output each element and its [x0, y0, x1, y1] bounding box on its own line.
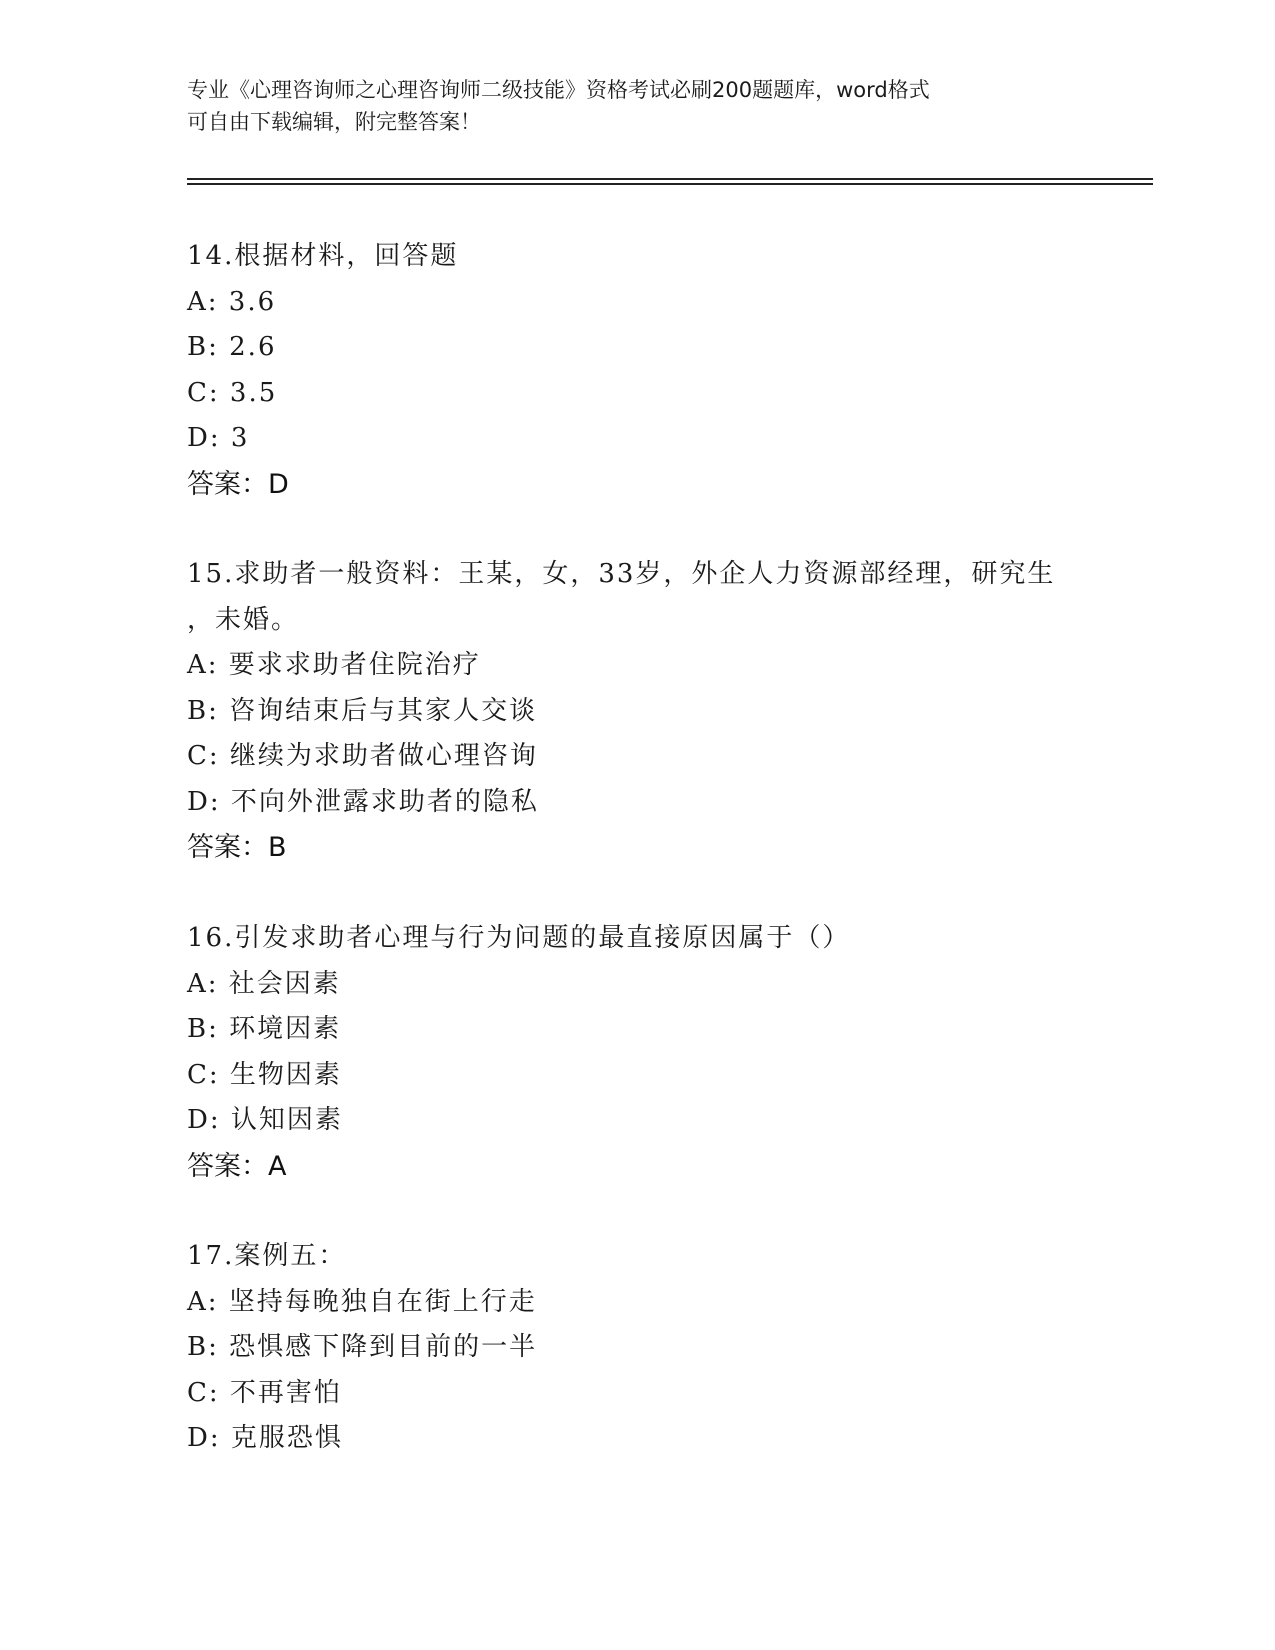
option-d: D: 3 — [187, 423, 250, 453]
option-c: C: 3.5 — [187, 377, 278, 408]
answer: 答案：A — [187, 1150, 287, 1182]
option-a: A: 坚持每晚独自在街上行走 — [187, 1286, 537, 1317]
header-divider-bottom — [187, 183, 1153, 185]
document-header — [187, 74, 1067, 138]
option-b: B: 环境因素 — [187, 1014, 342, 1044]
question-17 — [187, 1234, 1087, 1462]
question-15 — [187, 552, 1087, 871]
question-16 — [187, 916, 1087, 1189]
question-stem: 14.根据材料，回答题 — [187, 241, 459, 271]
option-a: A: 要求求助者住院治疗 — [187, 650, 481, 680]
option-b: B: 恐惧感下降到目前的一半 — [187, 1332, 538, 1362]
option-c: C: 生物因素 — [187, 1059, 342, 1090]
option-c: C: 继续为求助者做心理咨询 — [187, 741, 538, 771]
question-stem: 17.案例五： — [187, 1241, 347, 1271]
answer: 答案：B — [187, 832, 287, 863]
option-b: B: 2.6 — [187, 332, 277, 362]
question-stem-continued: ，未婚。 — [187, 604, 300, 635]
option-a: A: 3.6 — [187, 286, 277, 317]
option-c: C: 不再害怕 — [187, 1377, 342, 1408]
option-d: D: 不向外泄露求助者的隐私 — [187, 786, 539, 817]
option-d: D: 克服恐惧 — [187, 1423, 343, 1453]
header-divider-top — [187, 178, 1153, 180]
question-14 — [187, 234, 1087, 507]
question-stem: 15.求助者一般资料：王某，女，33岁，外企人力资源部经理，研究生 — [187, 559, 1056, 589]
option-a: A: 社会因素 — [187, 968, 341, 999]
answer: 答案：D — [187, 468, 289, 500]
option-d: D: 认知因素 — [187, 1105, 343, 1135]
option-b: B: 咨询结束后与其家人交谈 — [187, 695, 538, 726]
question-stem: 16.引发求助者心理与行为问题的最直接原因属于（） — [187, 923, 851, 953]
header-line-1: 专业《心理咨询师之心理咨询师二级技能》资格考试必刷200题题库，word格式 — [187, 78, 930, 102]
header-line-2: 可自由下载编辑，附完整答案！ — [187, 110, 481, 134]
